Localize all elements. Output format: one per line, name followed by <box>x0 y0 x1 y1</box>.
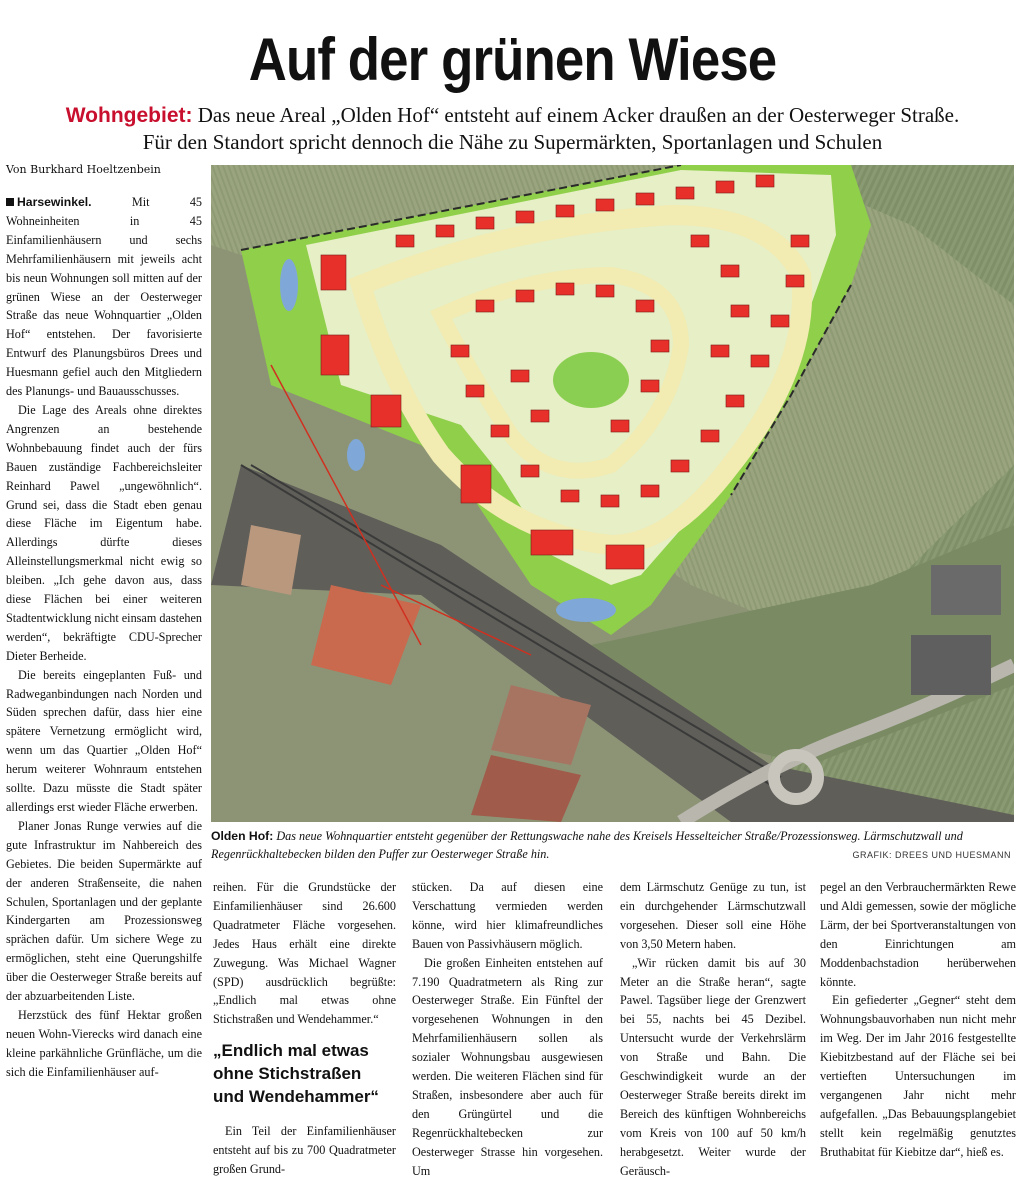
paragraph: reihen. Für die Grundstücke der Einfamilienhäuser sind 26.600 Quadratmeter Fläche vorgesehen. Jedes Haus erhält eine direkte Zuwegung. Was Michael Wagner (SPD) ausdrücklich begrüßte: „Endlich mal etwas ohne Stichstraßen und Wendehammer.“ <box>213 880 396 1027</box>
article-column-3 <box>412 878 603 1181</box>
square-bullet-icon <box>6 198 14 206</box>
paragraph: Die großen Einheiten entstehen auf 7.190 Quadratmetern als Ring zur Oesterweger Straße. Ein Fünftel der vorgesehenen Wohnungen in den Mehrfamilienhäusern sollen als sozialer Wohnungsbau ausgewiesen werden. Die weiteren Flächen sind für Straßen, insbesondere aber auch für den Grüngürtel und die Regenrückhaltebecken zur Oesterweger Strasse hin vorgesehen. Um <box>412 955 603 1178</box>
caption-text: Das neue Wohnquartier entsteht gegenüber der Rettungswache nahe des Kreisels Hesselteicher Straße/Prozessionsweg. Lärmschutzwall und Regenrückhaltebecken bilden den Puffer zur Oesterweger Straße hin. <box>211 829 963 861</box>
article-column-5 <box>820 878 1016 1162</box>
paragraph: Herzstück des fünf Hektar großen neuen Wohn-Vierecks wird danach eine kleine parkähnliche Grünfläche, um die sich die Einfamilienhäuser auf- <box>6 1007 202 1079</box>
teaser-text-1: Das neue Areal „Olden Hof“ entsteht auf einem Acker draußen an der Oesterweger Straße. <box>197 103 960 127</box>
teaser-line-2: Für den Standort spricht dennoch die Nähe zu Supermärkten, Sportanlagen und Schulen <box>142 130 883 154</box>
paragraph: Ein gefiederter „Gegner“ steht dem Wohnungsbauvorhaben nun nicht mehr im Weg. Der im Jahr 2016 festgestellte Kiebitzbestand auf der Fläche sei bei vertieften Untersuchungen im vergangenen Jahr nicht mehr aufgefallen. „Das Bebauungsplangebiet stellt kein regelmäßig genutztes Bruthabitat für Kiebitze dar“, hieß es. <box>820 993 1016 1159</box>
paragraph: pegel an den Verbrauchermärkten Rewe und Aldi gemessen, sowie der mögliche Lärm, der bei Sportveranstaltungen von den Einrichtungen am Moddenbachstadion herüberwehen könnte. <box>820 880 1016 989</box>
article-column-1 <box>6 193 202 1082</box>
paragraph <box>6 193 202 401</box>
paragraph: dem Lärmschutz Genüge zu tun, ist ein durchgehender Lärmschutzwall vorgesehen. Dieser soll eine Höhe von 3,50 Metern haben. <box>620 880 806 951</box>
teaser-keyword: Wohngebiet: <box>65 104 193 127</box>
paragraph: Ein Teil der Einfamilienhäuser entsteht auf bis zu 700 Quadratmeter großen Grund- <box>213 1124 396 1177</box>
headline: Auf der grünen Wiese <box>248 26 777 93</box>
subheadline: „Endlich mal etwas ohne Stichstraßen und Wendehammer“ <box>213 1041 379 1107</box>
article-column-4 <box>620 878 806 1181</box>
article-column-2 <box>213 878 396 1179</box>
paragraph: „Wir rücken damit bis auf 30 Meter an die Straße heran“, sagte Pawel. Tagsüber liege der Grenzwert bei 55, nachts bei 45 Dezibel. Untersucht wurde der Verkehrslärm von Straße und Bahn. Die Geschwindigkeit wurde an der Oesterweger Straße bereits direkt im Bereich des künftigen Wohnbereichs vom Kreis von 100 auf 50 km/h herabgesetzt. Weiter wurde der Geräusch- <box>620 955 806 1178</box>
image-credit: GRAFIK: DREES UND HUESMANN <box>852 850 1011 860</box>
caption-label: Olden Hof: <box>211 829 274 843</box>
dateline: Harsewinkel. <box>17 195 92 209</box>
teaser-line-1 <box>0 101 1025 130</box>
paragraph: Die bereits eingeplanten Fuß- und Radweganbindungen nach Norden und Süden sprechen dafür, dass hier eine spätere Vernetzung ermöglicht wird, wenn um das Quartier „Olden Hof“ herum weiterer Wohnraum entstehen sollte. Dazu müsste die Stadt später allerdings erst wieder Fläche erwerben. <box>6 667 202 814</box>
paragraph: Planer Jonas Runge verwies auf die gute Infrastruktur im Nahbereich des Gebietes. Die beiden Supermärkte auf der anderen Straßenseite, die nahen Schulen, Sportanlagen und der geplante Kindergarten am Prozessionsweg sprächen dafür. Um sichere Wege zu ermöglichen, steht eine Querungshilfe über die Oesterweger Straße bereits auf der abzuarbeitenden Liste. <box>6 818 202 1004</box>
site-plan-image <box>211 165 1014 822</box>
byline: Von Burkhard Hoeltzenbein <box>6 163 161 176</box>
paragraph-text: Mit 45 Wohneinheiten in 45 Einfamilienhäusern und sechs Mehrfamilienhäusern mit jeweils acht bis neun Wohnungen soll mitten auf der grünen Wiese an der Oesterweger Straße das neue Wohnquartier „Olden Hof“ entstehen. Der favorisierte Entwurf des Planungsbüros Drees und Huesmann gefiel auch den Mitgliedern des Planungs- und Bauausschusses. <box>6 195 203 399</box>
paragraph: Die Lage des Areals ohne direktes Angrenzen an bestehende Wohnbebauung findet auch der fürs Bauen zuständige Fachbereichsleiter Reinhard Pawel „ungewöhnlich“. Grund sei, dass die Stadt eben genau diese Fläche im Eigentum habe. Allerdings dürfte dieses Alleinstellungsmerkmal nicht ewig so bleiben. „Ich gehe davon aus, dass diese Flächen bei einer weiteren Stadtentwicklung nicht einsam dastehen werden“, bekräftigte CDU-Sprecher Dieter Berheide. <box>6 402 202 663</box>
paragraph: stücken. Da auf diesen eine Verschattung vermieden werden könne, wird hier klimafreundliches Bauen von Passivhäusern möglich. <box>412 880 603 951</box>
